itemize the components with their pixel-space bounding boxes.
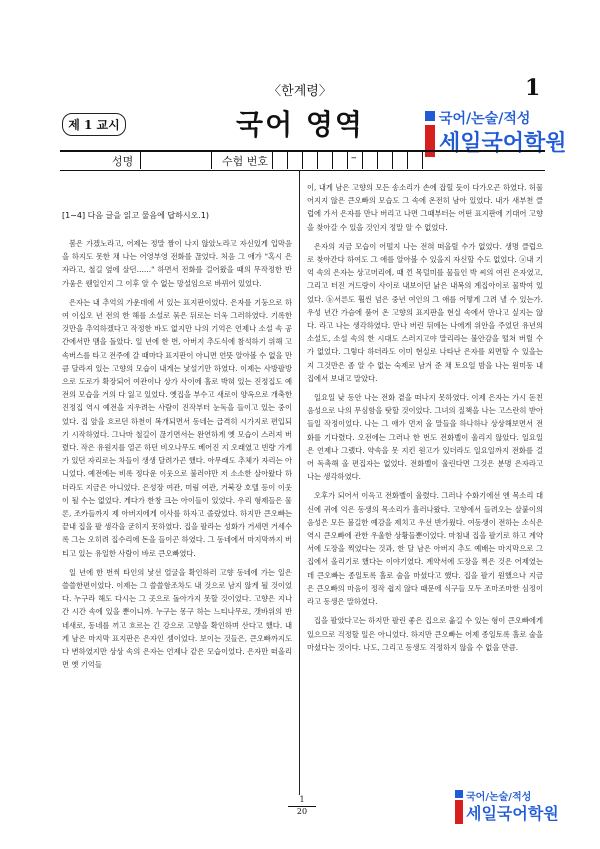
passage-paragraph: 일요일 낮 동안 나는 전화 곁을 떠나지 못하였다. 이제 은자는 가시 돋친 음성으로 나의 무심함을 탓할 것이었다. 그녀의 질책을 나는 고스란히 받아들일 작정이었다. 나는 그 애가 먼저 올 말들을 하나하나 상상해보면서 전화를 기다렸다. 오전에는 그러나 한 번도 전화벨이 울리지 않았다. 일요일은 언제나 그랬다. 약속을 못 지킨 원고가 있더라도 일요일까지 전화를 걸어 독촉해 올 편집자는 없었다. 전화벨이 울린다면 그것은 분명 은자라고 나는 생각하였다. (307, 393, 543, 482)
exam-number-label: 수험 번호 (222, 155, 269, 168)
passage-paragraph: 오후가 되어서 이윽고 전화벨이 울렸다. 그러나 수화기에선 엔 목소리 대신에 귀에 익은 동생의 목소리가 흘러나왔다. 고향에서 들려오는 살붙이의 음성은 모든 불길한 예감을 제치고 우선 반가웠다. 여동생이 전하는 소식은 역시 큰오빠에 관한 우울한 상황들뿐이었다. 마침내 집을 팔기로 하고 계약서에 도장을 찍었다는 것과, 한 달 남은 아버지 추도 예배는 마지막으로 그 집에서 올리기로 했다는 이야기였다. 계약서에 도장을 찍은 것은 어제였는데 큰오빠는 종일토록 홀로 술을 마셨다고 했다. 집을 팔기 원했으나 지금은 큰오빠의 마음이 정작 쉽지 않다 때문에 식구들 모두 조마조마한 심정이라고 동생은 말하였다. (307, 491, 543, 607)
passage-paragraph: 은자의 지금 모습이 어떨지 나는 전혀 떠올릴 수가 없었다. 생명 클럽으로 찾아간다 하여도 그 애를 알아볼 수 있을지 자신할 수도 없었다. ⓐ내 기억 속의 은자는 상고머리에, 때 낀 목덜미를 물들인 박 씨의 여린 은자였고, 그리고 터진 겨드랑이 사이로 내보이던 낡은 내복의 계집아이로 물박여 있었다. ⓑ서른도 훨씬 넘은 중년 여인의 그 애를 어떻게 그려 낼 수 있는가. 우성 년간 가슴에 품어 온 고향의 표지판을 현실 속에서 만나고 싶지는 않다. 라고 나는 생각하였다. 만나 버린 뒤에는 나에게 위안을 주었던 유년의 소설도, 소설 속의 한 시대도 스러지고야 말리라는 불안감을 떨쳐 버릴 수가 없었다. 그렇다 하더라도 이미 현실로 나타난 은자를 외면할 수 있을는지 그것만은 좀 알 수 없는 숙제로 남겨 준 채 토요일 밤을 나는 원미동 내 집에서 보내고 말았다. (307, 241, 543, 383)
page-counter-total: 20 (296, 807, 308, 816)
page-number-top: 1 (525, 75, 541, 101)
brand-line2: 세일국어학원 (439, 131, 567, 156)
passage-paragraph: 집을 팔았다고는 하지만 팔린 좋은 집으로 옮길 수 있는 형이 큰오빠에게 있으므로 걱정할 일은 아니었다. 하지만 큰오빠는 어제 종일토록 홀로 술을 마셨다는 것이다. 나도, 그리고 동생도 걱정하지 않을 수 없을 만큼. (307, 616, 543, 652)
brand-logo-bottom (455, 788, 559, 828)
passage-right-column (307, 181, 543, 660)
brand-bottom-line1: 국어/논술/적성 (466, 792, 532, 803)
column-divider (299, 170, 300, 795)
brand-line1: 국어/논술/적성 (439, 111, 531, 127)
page-counter-current: 1 (299, 795, 305, 804)
passage-left-column (62, 237, 292, 678)
session-badge: 제 1 교시 (62, 113, 126, 136)
passage-paragraph: 은자는 내 추억의 가운데에 서 있는 표지판이었다. 은자를 기둥으로 하여 이십오 년 전의 한 해를 소설로 묶은 뒤로는 더욱 그러하였다. 기록한 것만을 추억하겠다고 작정한 바도 없지만 나의 기억은 언제나 소설 속 공간에서만 맴을 돌았다. 일 년에 한 번, 아버지 추도식에 참석하기 위해 고속버스를 타고 전주에 갈 때마다 표지판이 아니면 언뜻 알아볼 수 없을 만큼 달라져 있는 고향의 모습이 내게는 낯설기만 하였다. 이제는 사방팔방으로 도로가 확장되어 여관이나 상가 사이에 홀로 박혀 있는 진정집도 예전의 모습을 거의 다 잃고 있었다. 옛집을 부수고 새로이 양옥으로 개축한 진정집 역시 예전을 지우려는 사람이 진작부터 눈독을 들이고 있는 중이었다. 집 앞을 흐르던 하천이 복개되면서 동네는 급격히 시가지로 편입되기 시작하였다. 그나마 철길이 끊기면서는 완연하게 옛 모습이 스러져 버렸다. 작은 유원지를 열곤 하던 비오나무도 베어진 지 오래였고 빈량 가게가 있던 자리로는 차들이 생생 달려가곤 했다. 아무래도 추체가 자리는 아니었다. 예전에는 비록 정다운 이웃으로 불러야만 저 소소한 살아왔다 하더라도 지금은 아니었다. 은성장 여관, 미림 여관, 거북장 호텔 등이 이웃이 될 수는 없었다. 게다가 한창 크는 아이들이 있었다. 우리 형제들은 물론, 조카들까지 제 아버지에게 이사를 하자고 졸랐었다. 하지만 큰오빠는 끝내 집을 팔 생각을 굳히지 못하였다. 집을 팔라는 성화가 거세면 거세수록 그는 오히려 집수리에 돈을 들이곤 하였다. 그 동네에서 마지막까지 버티고 있는 유일한 사람이 바로 큰오빠였다. (62, 297, 292, 558)
subject-type: 〈한계령〉 (268, 84, 332, 99)
passage-paragraph: 이, 내게 남은 고향의 모든 송소리가 손에 잡힐 듯이 다가오곤 하였다. 허물어지지 않은 큰오빠의 모습도 그 속에 온전히 남아 있었다. 내가 새부천 클럽에 가서 은자를 만나 버리고 나면 그때부터는 어떤 표지판에 기대어 고향을 찾아갈 수 있을 것인지 정말 알 수 없었다. (307, 183, 543, 232)
passage-paragraph: 봄은 가겠노라고, 어제는 정말 짬이 나지 않았노라고 자신있게 입막음을 하지도 못한 채 나는 어영부영 전화를 끊었다. 처음 그 애가 "혹시 은자라고, 철길 옆에 살던……" 하면서 전화를 걸어왔을 때의 무작정한 반가움은 웬일인지 그 이후 알 수 없는 망설임으로 바뀌어 있었다. (62, 239, 292, 288)
exam-number-boxes[interactable] (272, 150, 422, 169)
exam-number-separator: – (351, 151, 357, 164)
question-intro: [1∼4] 다음 글을 읽고 물음에 답하시오.1) (62, 211, 210, 220)
passage-paragraph: 일 년에 한 번씩 타인의 낯선 얼굴을 확인하러 고향 동네에 가는 일은 쓸쓸한편이었다. 이제는 그 쓸쓸함조차도 내 것으로 남지 않게 될 것이었다. 누구라 해도 다시는 그 곳으로 돌아가지 못할 것이었다. 고향은 지나간 시간 속에 있을 뿐이니까. 누구는 몽구 하는 느티나무로, 갯바위의 반 네새로, 동네를 끼고 흐르는 긴 강으로 고향을 확인하며 산다고 했다. 내게 남은 마지막 표지판은 은자인 셈이었다. 보이는 것들은, 큰오빠까지도 다 변하였지만 상상 속의 은자는 언제나 같은 모습이었다. 은자만 떠올리면 옛 기억들 (62, 567, 292, 670)
page-counter (285, 795, 319, 819)
page-title: 국어 영역 (236, 108, 364, 141)
brand-bottom-line2: 세일국어학원 (466, 804, 559, 823)
name-label: 성명 (112, 155, 134, 168)
name-field[interactable] (140, 150, 212, 169)
